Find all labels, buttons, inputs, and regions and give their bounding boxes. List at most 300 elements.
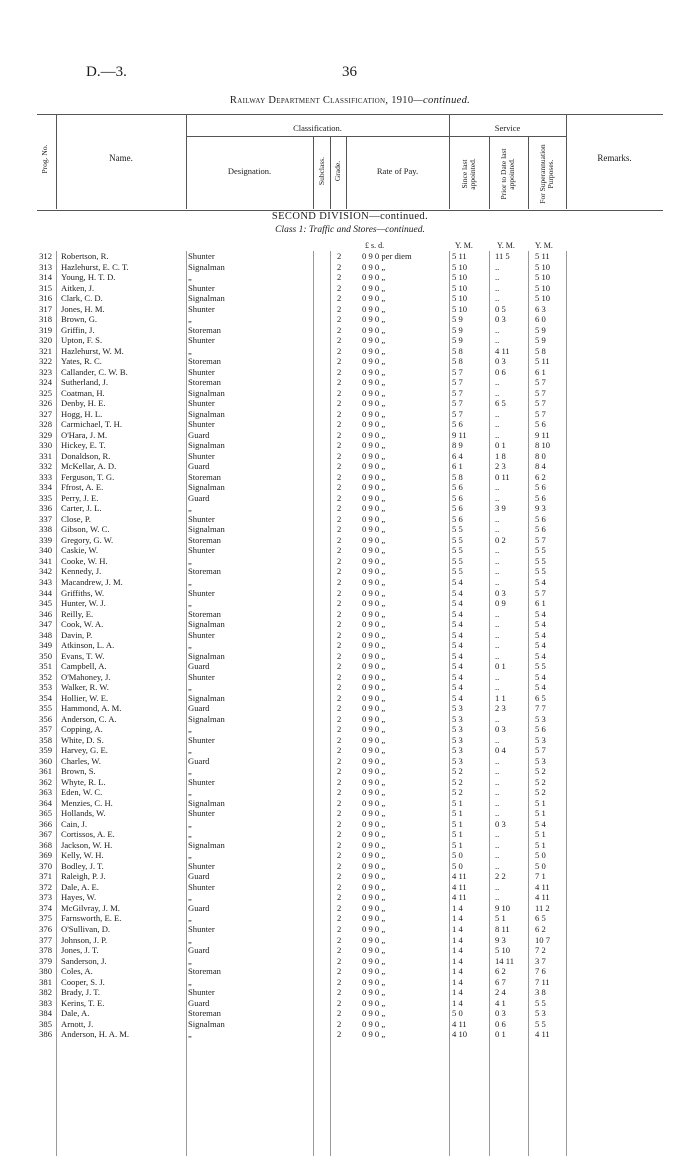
cell-grade: 2 <box>337 987 342 998</box>
cell-prog-no: 338 <box>39 524 52 535</box>
table-row <box>0 966 700 977</box>
cell-name: Copping, A. <box>61 724 103 735</box>
cell-prior-to-date: .. <box>495 408 500 419</box>
cell-super-service: 3 7 <box>535 955 546 966</box>
cell-designation: Shunter <box>188 587 215 598</box>
cell-prog-no: 332 <box>39 461 52 472</box>
cell-prog-no: 341 <box>39 555 52 566</box>
table-row <box>0 346 700 357</box>
table-row <box>0 892 700 903</box>
cell-rate-of-pay: 0 9 0 „ <box>362 261 386 272</box>
cell-prog-no: 353 <box>39 682 52 693</box>
cell-designation: Signalman <box>188 619 225 630</box>
cell-name: Walker, R. W. <box>61 682 109 693</box>
title-main: Railway Department Classification, 1910 <box>229 95 414 106</box>
cell-designation: Shunter <box>188 808 215 819</box>
cell-prior-to-date: 0 1 <box>495 1029 506 1040</box>
cell-name: Cortissos, A. E. <box>61 829 115 840</box>
cell-rate-of-pay: 0 9 0 „ <box>362 1008 386 1019</box>
cell-name: Dale, A. E. <box>61 881 99 892</box>
cell-since-last: 5 4 <box>452 619 463 630</box>
cell-super-service: 9 11 <box>535 429 550 440</box>
cell-name: Sanderson, J. <box>61 955 107 966</box>
table-row <box>0 283 700 294</box>
cell-name: Anderson, C. A. <box>61 713 117 724</box>
cell-prog-no: 370 <box>39 860 52 871</box>
cell-prior-to-date: 0 3 <box>495 818 506 829</box>
cell-since-last: 5 5 <box>452 566 463 577</box>
cell-name: Raleigh, P. J. <box>61 871 106 882</box>
cell-rate-of-pay: 0 9 0 „ <box>362 587 386 598</box>
cell-grade: 2 <box>337 314 342 325</box>
cell-designation: Signalman <box>188 482 225 493</box>
cell-grade: 2 <box>337 661 342 672</box>
cell-since-last: 4 11 <box>452 1018 467 1029</box>
cell-grade: 2 <box>337 408 342 419</box>
cell-prog-no: 329 <box>39 429 52 440</box>
cell-designation: Storeman <box>188 324 221 335</box>
cell-prior-to-date: .. <box>495 608 500 619</box>
cell-designation: Shunter <box>188 335 215 346</box>
cell-prior-to-date: .. <box>495 387 500 398</box>
cell-designation: „ <box>188 682 192 693</box>
cell-super-service: 5 5 <box>535 997 546 1008</box>
cell-name: Carmichael, T. H. <box>61 419 123 430</box>
cell-name: Cooper, S. J. <box>61 976 105 987</box>
cell-prog-no: 313 <box>39 261 52 272</box>
cell-designation: Shunter <box>188 860 215 871</box>
cell-super-service: 5 7 <box>535 534 546 545</box>
cell-prior-to-date: 0 3 <box>495 1008 506 1019</box>
cell-rate-of-pay: 0 9 0 „ <box>362 745 386 756</box>
table-row <box>0 524 700 535</box>
cell-designation: Signalman <box>188 293 225 304</box>
cell-name: Anderson, H. A. M. <box>61 1029 130 1040</box>
col-for-super: For Superannuation Purposes. <box>538 144 555 204</box>
cell-prog-no: 320 <box>39 335 52 346</box>
cell-name: Johnson, J. P. <box>61 934 108 945</box>
cell-name: McKellar, A. D. <box>61 461 117 472</box>
cell-prog-no: 351 <box>39 661 52 672</box>
cell-rate-of-pay: 0 9 0 per diem <box>362 251 412 261</box>
table-row <box>0 314 700 325</box>
cell-name: Gregory, G. W. <box>61 534 114 545</box>
cell-super-service: 5 5 <box>535 661 546 672</box>
cell-designation: Shunter <box>188 450 215 461</box>
cell-prior-to-date: .. <box>495 797 500 808</box>
cell-prior-to-date: .. <box>495 335 500 346</box>
cell-grade: 2 <box>337 945 342 956</box>
units-prior: Y. M. <box>497 241 515 250</box>
cell-designation: Signalman <box>188 261 225 272</box>
cell-rate-of-pay: 0 9 0 „ <box>362 766 386 777</box>
cell-prior-to-date: 1 1 <box>495 692 506 703</box>
cell-name: Campbell, A. <box>61 661 107 672</box>
cell-since-last: 5 4 <box>452 608 463 619</box>
cell-name: Caskie, W. <box>61 545 99 556</box>
table-row <box>0 693 700 704</box>
cell-since-last: 5 5 <box>452 545 463 556</box>
cell-since-last: 5 10 <box>452 272 468 283</box>
cell-prior-to-date: .. <box>495 787 500 798</box>
cell-super-service: 7 1 <box>535 871 546 882</box>
cell-since-last: 1 4 <box>452 945 463 956</box>
cell-super-service: 8 10 <box>535 440 551 451</box>
cell-designation: Shunter <box>188 513 215 524</box>
cell-name: Brady, J. T. <box>61 987 100 998</box>
cell-since-last: 5 1 <box>452 818 463 829</box>
cell-prog-no: 382 <box>39 987 52 998</box>
cell-rate-of-pay: 0 9 0 „ <box>362 913 386 924</box>
cell-prior-to-date: 0 3 <box>495 587 506 598</box>
cell-prog-no: 348 <box>39 629 52 640</box>
table-row <box>0 913 700 924</box>
cell-designation: „ <box>188 745 192 756</box>
cell-rate-of-pay: 0 9 0 „ <box>362 471 386 482</box>
table-row <box>0 545 700 556</box>
cell-name: Denby, H. E. <box>61 398 106 409</box>
cell-prior-to-date: 0 1 <box>495 661 506 672</box>
col-remarks: Remarks. <box>597 153 632 163</box>
cell-designation: Storeman <box>188 608 221 619</box>
cell-designation: „ <box>188 787 192 798</box>
cell-designation: „ <box>188 503 192 514</box>
table-row <box>0 903 700 914</box>
cell-name: Hammond, A. M. <box>61 703 122 714</box>
cell-designation: Signalman <box>188 650 225 661</box>
table-row <box>0 388 700 399</box>
table-row <box>0 293 700 304</box>
cell-prior-to-date: 9 10 <box>495 902 511 913</box>
cell-grade: 2 <box>337 492 342 503</box>
cell-prog-no: 336 <box>39 503 52 514</box>
cell-designation: Storeman <box>188 471 221 482</box>
cell-designation: „ <box>188 913 192 924</box>
cell-prog-no: 350 <box>39 650 52 661</box>
cell-designation: „ <box>188 272 192 283</box>
cell-designation: Guard <box>188 871 210 882</box>
cell-prog-no: 314 <box>39 272 52 283</box>
cell-prior-to-date: .. <box>495 429 500 440</box>
cell-grade: 2 <box>337 776 342 787</box>
cell-grade: 2 <box>337 450 342 461</box>
cell-since-last: 5 3 <box>452 713 463 724</box>
cell-since-last: 6 4 <box>452 450 463 461</box>
cell-name: O'Sullivan, D. <box>61 924 111 934</box>
table-row <box>0 262 700 273</box>
cell-prior-to-date: 5 10 <box>495 945 511 956</box>
cell-designation: Signalman <box>188 524 225 535</box>
cell-designation: Shunter <box>188 734 215 745</box>
cell-prog-no: 322 <box>39 356 52 367</box>
cell-name: Atkinson, L. A. <box>61 640 115 651</box>
cell-grade: 2 <box>337 871 342 882</box>
cell-rate-of-pay: 0 9 0 „ <box>362 776 386 787</box>
cell-grade: 2 <box>337 934 342 945</box>
cell-since-last: 4 11 <box>452 881 467 892</box>
cell-designation: Signalman <box>188 1018 225 1029</box>
cell-prior-to-date: .. <box>495 776 500 787</box>
table-row <box>0 766 700 777</box>
cell-prog-no: 325 <box>39 387 52 398</box>
cell-name: Kerins, T. E. <box>61 997 105 1008</box>
cell-since-last: 5 8 <box>452 471 463 482</box>
cell-since-last: 5 4 <box>452 671 463 682</box>
cell-rate-of-pay: 0 9 0 „ <box>362 860 386 871</box>
cell-designation: „ <box>188 576 192 587</box>
cell-name: Callander, C. W. B. <box>61 366 128 377</box>
cell-rate-of-pay: 0 9 0 „ <box>362 871 386 882</box>
cell-rate-of-pay: 0 9 0 „ <box>362 419 386 430</box>
cell-super-service: 5 6 <box>535 524 546 535</box>
cell-super-service: 5 5 <box>535 545 546 556</box>
cell-rate-of-pay: 0 9 0 „ <box>362 945 386 956</box>
cell-prior-to-date: 0 6 <box>495 1018 506 1029</box>
cell-grade: 2 <box>337 303 342 314</box>
table-row <box>0 461 700 472</box>
table-row <box>0 798 700 809</box>
cell-super-service: 10 7 <box>535 934 551 945</box>
cell-since-last: 5 5 <box>452 534 463 545</box>
table-row <box>0 987 700 998</box>
cell-prior-to-date: .. <box>495 755 500 766</box>
cell-since-last: 1 4 <box>452 976 463 987</box>
cell-grade: 2 <box>337 629 342 640</box>
cell-prog-no: 318 <box>39 314 52 325</box>
cell-name: Close, P. <box>61 513 91 524</box>
cell-prior-to-date: 2 2 <box>495 871 506 882</box>
cell-since-last: 5 3 <box>452 755 463 766</box>
cell-super-service: 4 11 <box>535 1029 550 1040</box>
cell-rate-of-pay: 0 9 0 „ <box>362 293 386 304</box>
cell-grade: 2 <box>337 892 342 903</box>
cell-designation: Guard <box>188 461 210 472</box>
cell-prior-to-date: 0 1 <box>495 440 506 451</box>
cell-since-last: 5 8 <box>452 356 463 367</box>
cell-prog-no: 358 <box>39 734 52 745</box>
cell-prior-to-date: 2 3 <box>495 461 506 472</box>
cell-super-service: 5 7 <box>535 587 546 598</box>
cell-since-last: 5 7 <box>452 408 463 419</box>
cell-rate-of-pay: 0 9 0 „ <box>362 976 386 987</box>
cell-since-last: 5 6 <box>452 503 463 514</box>
cell-since-last: 5 1 <box>452 797 463 808</box>
cell-name: Robertson, R. <box>61 251 109 261</box>
cell-grade: 2 <box>337 387 342 398</box>
cell-super-service: 9 3 <box>535 503 546 514</box>
cell-super-service: 5 6 <box>535 513 546 524</box>
cell-since-last: 4 11 <box>452 871 467 882</box>
table-row <box>0 998 700 1009</box>
cell-designation: Shunter <box>188 987 215 998</box>
cell-grade: 2 <box>337 724 342 735</box>
cell-grade: 2 <box>337 429 342 440</box>
table-row <box>0 440 700 451</box>
cell-rate-of-pay: 0 9 0 „ <box>362 524 386 535</box>
cell-since-last: 5 7 <box>452 387 463 398</box>
cell-grade: 2 <box>337 713 342 724</box>
cell-grade: 2 <box>337 703 342 714</box>
cell-super-service: 5 4 <box>535 629 546 640</box>
cell-grade: 2 <box>337 902 342 913</box>
cell-super-service: 7 6 <box>535 966 546 977</box>
cell-prog-no: 324 <box>39 377 52 388</box>
cell-since-last: 5 4 <box>452 587 463 598</box>
cell-super-service: 5 11 <box>535 251 550 261</box>
cell-prog-no: 381 <box>39 976 52 987</box>
table-row <box>0 566 700 577</box>
cell-super-service: 5 3 <box>535 734 546 745</box>
cell-prog-no: 366 <box>39 818 52 829</box>
cell-rate-of-pay: 0 9 0 „ <box>362 987 386 998</box>
cell-prog-no: 375 <box>39 913 52 924</box>
cell-rate-of-pay: 0 9 0 „ <box>362 440 386 451</box>
cell-prior-to-date: .. <box>495 272 500 283</box>
cell-designation: „ <box>188 640 192 651</box>
table-row <box>0 325 700 336</box>
table-row <box>0 1019 700 1030</box>
cell-prog-no: 376 <box>39 924 52 934</box>
table-body <box>0 251 700 1040</box>
cell-super-service: 5 4 <box>535 576 546 587</box>
cell-grade: 2 <box>337 272 342 283</box>
cell-grade: 2 <box>337 619 342 630</box>
cell-super-service: 5 1 <box>535 829 546 840</box>
cell-prior-to-date: 0 3 <box>495 356 506 367</box>
cell-prog-no: 339 <box>39 534 52 545</box>
class-title-text: Class 1: Traffic and Stores—continued. <box>275 225 425 235</box>
cell-since-last: 5 4 <box>452 692 463 703</box>
cell-rate-of-pay: 0 9 0 „ <box>362 966 386 977</box>
cell-prog-no: 368 <box>39 839 52 850</box>
cell-rate-of-pay: 0 9 0 „ <box>362 377 386 388</box>
cell-rate-of-pay: 0 9 0 „ <box>362 619 386 630</box>
table-row <box>0 503 700 514</box>
cell-since-last: 8 9 <box>452 440 463 451</box>
cell-prog-no: 345 <box>39 598 52 609</box>
table-row <box>0 672 700 683</box>
cell-prior-to-date: .. <box>495 713 500 724</box>
table-row <box>0 535 700 546</box>
table-row <box>0 335 700 346</box>
cell-designation: Storeman <box>188 966 221 977</box>
cell-name: O'Hara, J. M. <box>61 429 108 440</box>
cell-grade: 2 <box>337 293 342 304</box>
cell-grade: 2 <box>337 860 342 871</box>
cell-name: Eden, W. C. <box>61 787 103 798</box>
cell-since-last: 1 4 <box>452 934 463 945</box>
cell-name: Kennedy, J. <box>61 566 102 577</box>
cell-since-last: 5 0 <box>452 1008 463 1019</box>
cell-rate-of-pay: 0 9 0 „ <box>362 345 386 356</box>
cell-prog-no: 330 <box>39 440 52 451</box>
cell-prog-no: 365 <box>39 808 52 819</box>
cell-name: Reilly, E. <box>61 608 94 619</box>
cell-prior-to-date: .. <box>495 282 500 293</box>
cell-name: Farnsworth, E. E. <box>61 913 122 924</box>
cell-super-service: 5 9 <box>535 324 546 335</box>
cell-prog-no: 317 <box>39 303 52 314</box>
cell-designation: „ <box>188 555 192 566</box>
cell-name: Kelly, W. H. <box>61 850 104 861</box>
cell-since-last: 5 4 <box>452 650 463 661</box>
cell-name: Griffin, J. <box>61 324 95 335</box>
cell-prog-no: 371 <box>39 871 52 882</box>
table-row <box>0 598 700 609</box>
table-row <box>0 819 700 830</box>
cell-grade: 2 <box>337 534 342 545</box>
cell-grade: 2 <box>337 955 342 966</box>
cell-rate-of-pay: 0 9 0 „ <box>362 808 386 819</box>
cell-designation: Shunter <box>188 776 215 787</box>
cell-prior-to-date: .. <box>495 566 500 577</box>
divider <box>489 136 490 209</box>
cell-name: Jones, H. M. <box>61 303 105 314</box>
cell-super-service: 5 1 <box>535 797 546 808</box>
cell-prior-to-date: .. <box>495 839 500 850</box>
table-row <box>0 304 700 315</box>
cell-prior-to-date: .. <box>495 808 500 819</box>
cell-since-last: 6 1 <box>452 461 463 472</box>
table-row <box>0 619 700 630</box>
cell-rate-of-pay: 0 9 0 „ <box>362 555 386 566</box>
divider <box>449 136 566 137</box>
cell-super-service: 4 11 <box>535 892 550 903</box>
col-classification: Classification. <box>293 123 342 133</box>
table-row <box>0 703 700 714</box>
cell-prog-no: 328 <box>39 419 52 430</box>
cell-designation: „ <box>188 766 192 777</box>
cell-prog-no: 361 <box>39 766 52 777</box>
cell-prior-to-date: 0 11 <box>495 471 510 482</box>
cell-super-service: 6 5 <box>535 913 546 924</box>
cell-super-service: 6 3 <box>535 303 546 314</box>
cell-super-service: 6 2 <box>535 924 546 934</box>
cell-prior-to-date: 3 9 <box>495 503 506 514</box>
cell-rate-of-pay: 0 9 0 „ <box>362 818 386 829</box>
cell-prior-to-date: .. <box>495 671 500 682</box>
cell-grade: 2 <box>337 587 342 598</box>
cell-prog-no: 369 <box>39 850 52 861</box>
cell-designation: „ <box>188 976 192 987</box>
cell-prior-to-date: .. <box>495 482 500 493</box>
cell-prior-to-date: 6 2 <box>495 966 506 977</box>
cell-name: Whyte, R. L. <box>61 776 106 787</box>
cell-name: O'Mahoney, J. <box>61 671 111 682</box>
table-row <box>0 840 700 851</box>
cell-name: Sutherland, J. <box>61 377 109 388</box>
col-name: Name. <box>109 153 133 163</box>
cell-prog-no: 342 <box>39 566 52 577</box>
cell-since-last: 1 4 <box>452 924 463 934</box>
cell-grade: 2 <box>337 366 342 377</box>
cell-rate-of-pay: 0 9 0 „ <box>362 892 386 903</box>
table-row <box>0 724 700 735</box>
cell-since-last: 5 10 <box>452 261 468 272</box>
cell-since-last: 5 7 <box>452 366 463 377</box>
cell-designation: Storeman <box>188 377 221 388</box>
cell-super-service: 6 2 <box>535 471 546 482</box>
cell-prior-to-date: .. <box>495 513 500 524</box>
table-row <box>0 1008 700 1019</box>
cell-name: Hollier, W. E. <box>61 692 109 703</box>
cell-grade: 2 <box>337 913 342 924</box>
cell-since-last: 1 4 <box>452 955 463 966</box>
cell-designation: Guard <box>188 945 210 956</box>
cell-super-service: 5 10 <box>535 293 551 304</box>
cell-grade: 2 <box>337 545 342 556</box>
cell-prior-to-date: .. <box>495 766 500 777</box>
